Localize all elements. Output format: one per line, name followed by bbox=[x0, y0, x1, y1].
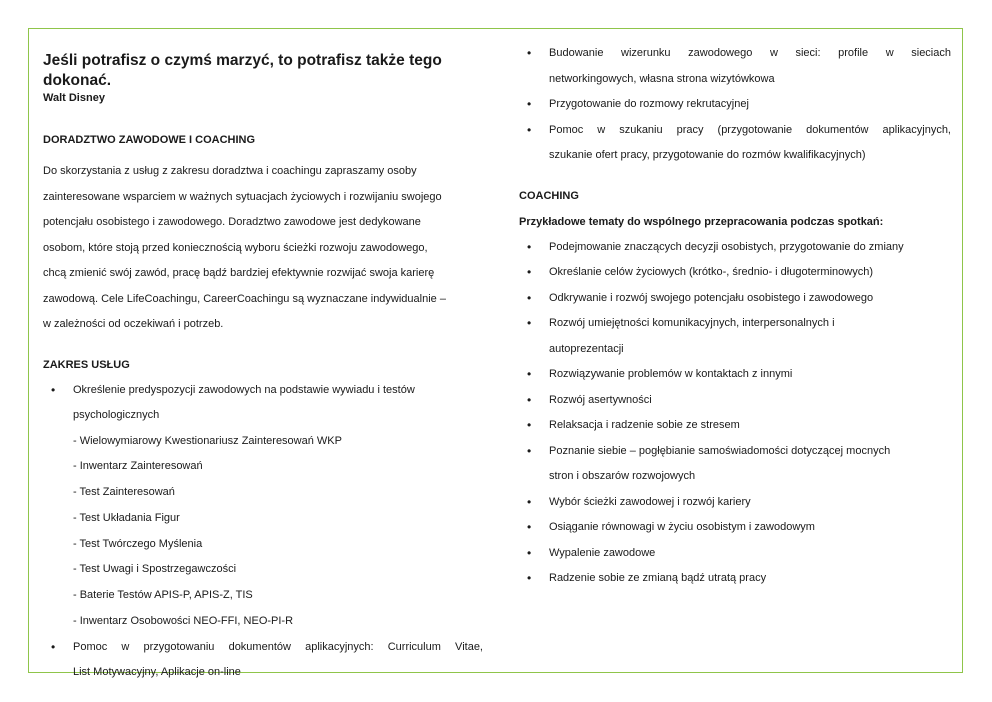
test-item: - Test Układania Figur bbox=[73, 511, 180, 524]
list-item: • Odkrywanie i rozwój swojego potencjału osobistego i zawodowego bbox=[519, 286, 951, 312]
quote: Jeśli potrafisz o czymś marzyć, to potrafisz także tego dokonać. bbox=[43, 52, 442, 89]
list-item: • Określanie celów życiowych (krótko-, średnio- i długoterminowych) bbox=[519, 260, 951, 286]
list-item: • Wybór ścieżki zawodowej i rozwój kariery bbox=[519, 490, 951, 516]
coaching-topics-list bbox=[519, 235, 951, 592]
quote-author: Walt Disney bbox=[43, 92, 105, 104]
list-item: • Pomoc w przygotowaniu dokumentów aplikacyjnych: Curriculum Vitae, List Motywacyjny, Aplikacje on-line bbox=[43, 635, 483, 686]
intro-line: zawodową. Cele LifeCoachingu, CareerCoachingu są wyznaczane indywidualnie – bbox=[43, 292, 446, 305]
list-item: • Podejmowanie znaczących decyzji osobistych, przygotowanie do zmiany bbox=[519, 235, 951, 261]
list-item: • Radzenie sobie ze zmianą bądź utratą pracy bbox=[519, 566, 951, 592]
tests-list bbox=[73, 429, 483, 635]
right-column bbox=[519, 41, 951, 592]
list-item: • Rozwój asertywności bbox=[519, 388, 951, 414]
intro-line: zainteresowane wsparciem w ważnych sytuacjach życiowych i rozwijaniu swojego bbox=[43, 190, 442, 203]
services-list-continued bbox=[519, 41, 951, 169]
list-item: • Relaksacja i radzenie sobie ze stresem bbox=[519, 413, 951, 439]
intro-paragraph bbox=[43, 159, 483, 338]
list-item: • Pomoc w szukaniu pracy (przygotowanie dokumentów aplikacyjnych, szukanie ofert pracy, przygotowanie do rozmów kwalifikacyjnych) bbox=[519, 118, 951, 169]
coaching-subheading: Przykładowe tematy do wspólnego przepracowania podczas spotkań: bbox=[519, 215, 884, 228]
test-item: - Test Twórczego Myślenia bbox=[73, 537, 203, 550]
list-item: • Poznanie siebie – pogłębianie samoświadomości dotyczącej mocnych stron i obszarów rozwojowych bbox=[519, 439, 951, 490]
intro-line: w zależności od oczekiwań i potrzeb. bbox=[43, 318, 224, 330]
test-item: - Inwentarz Osobowości NEO-FFI, NEO-PI-R bbox=[73, 615, 294, 628]
test-item: - Wielowymiarowy Kwestionariusz Zainteresowań WKP bbox=[73, 434, 342, 447]
list-item: • Rozwój umiejętności komunikacyjnych, interpersonalnych i autoprezentacji bbox=[519, 311, 951, 362]
intro-line: potencjału osobistego i zawodowego. Doradztwo zawodowe jest dedykowane bbox=[43, 216, 421, 228]
scope-list bbox=[43, 378, 483, 686]
list-item: • Osiąganie równowagi w życiu osobistym i zawodowym bbox=[519, 515, 951, 541]
list-item: • Rozwiązywanie problemów w kontaktach z innymi bbox=[519, 362, 951, 388]
list-item: • Budowanie wizerunku zawodowego w sieci: profile w sieciach networkingowych, własna strona wizytówkowa bbox=[519, 41, 951, 92]
intro-line: Do skorzystania z usług z zakresu doradztwa i coachingu zapraszamy osoby bbox=[43, 165, 417, 177]
test-item: - Baterie Testów APIS-P, APIS-Z, TIS bbox=[73, 589, 253, 602]
test-item: - Inwentarz Zainteresowań bbox=[73, 460, 203, 473]
document-frame bbox=[28, 28, 963, 679]
left-column bbox=[43, 51, 483, 686]
heading-scope: ZAKRES USŁUG bbox=[43, 358, 130, 371]
list-item: • Przygotowanie do rozmowy rekrutacyjnej bbox=[519, 92, 951, 118]
test-item: - Test Uwagi i Spostrzegawczości bbox=[73, 563, 237, 576]
heading-career-counseling: DORADZTWO ZAWODOWE I COACHING bbox=[43, 134, 256, 146]
test-item: - Test Zainteresowań bbox=[73, 486, 175, 499]
list-item: • Określenie predyspozycji zawodowych na podstawie wywiadu i testów psychologicznych - Wielowymiarowy Kwestionariusz Zainteresowań WKP - Inwentarz Zainteresowań - Test Zainteresowań - Test Układania Figur - Test Twórczego Myślenia - Test Uwagi i Spostrzegawczości - Baterie Testów APIS-P, APIS-Z, TIS - Inwentarz Osobowości NEO-FFI, NEO-PI-R bbox=[43, 378, 483, 635]
intro-line: osobom, które stoją przed koniecznością wyboru ścieżki rozwoju zawodowego, bbox=[43, 241, 428, 254]
intro-line: chcą zmienić swój zawód, pracę bądź bardziej efektywnie rozwijać swoja karierę bbox=[43, 267, 435, 279]
list-item: • Wypalenie zawodowe bbox=[519, 541, 951, 567]
spacer bbox=[519, 169, 951, 183]
heading-coaching: COACHING bbox=[519, 189, 579, 202]
